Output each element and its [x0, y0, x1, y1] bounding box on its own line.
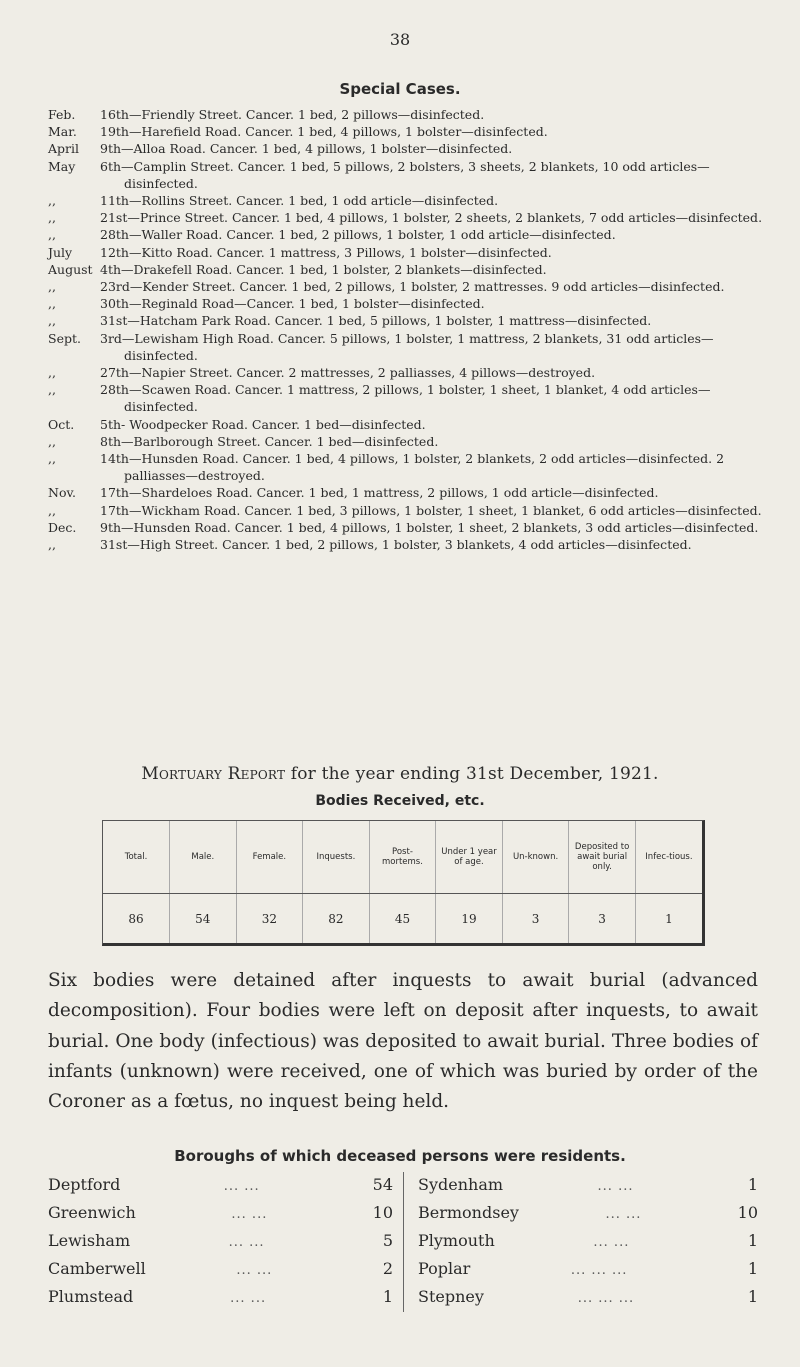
case-month: ,, — [48, 537, 56, 553]
case-text: 14th—Hunsden Road. Cancer. 1 bed, 4 pillows, 1 bolster, 2 blankets, 2 odd articles—disinfected. 2 palliasses—destroyed. — [100, 451, 725, 484]
case-entry — [48, 536, 768, 553]
case-entry — [48, 261, 768, 278]
borough-name: Lewisham — [48, 1231, 131, 1250]
table-row — [103, 894, 702, 944]
borough-name: Deptford — [48, 1175, 121, 1194]
case-text: 28th—Waller Road. Cancer. 1 bed, 2 pillows, 1 bolster, 1 odd article—disinfected. — [100, 227, 616, 243]
boroughs-list — [48, 1172, 758, 1312]
case-entry — [48, 278, 768, 295]
borough-name: Greenwich — [48, 1203, 136, 1222]
case-entry — [48, 158, 768, 192]
case-month: Nov. — [48, 485, 77, 501]
case-month: August — [48, 261, 93, 277]
boroughs-right-column — [404, 1172, 758, 1312]
boroughs-heading: Boroughs of which deceased persons were residents. — [174, 1147, 626, 1165]
column-header-total: Total. — [103, 821, 170, 894]
case-text: 17th—Wickham Road. Cancer. 1 bed, 3 pillows, 1 bolster, 1 sheet, 1 blanket, 6 odd articles—disinfected. — [100, 502, 762, 518]
borough-name: Plumstead — [48, 1287, 134, 1306]
borough-count: 1 — [747, 1231, 758, 1250]
mortuary-title-rest: for the year ending 31st December, 1921. — [285, 764, 659, 784]
column-header-female: Female. — [236, 821, 303, 894]
borough-count: 10 — [372, 1203, 393, 1222]
table-header-row — [103, 821, 702, 894]
case-text: 23rd—Kender Street. Cancer. 1 bed, 2 pillows, 1 bolster, 2 mattresses. 9 odd articles—disinfected. — [100, 279, 725, 295]
list-item — [418, 1200, 758, 1228]
leader-dots: ... ... — [223, 1179, 260, 1194]
case-entry — [48, 502, 768, 519]
case-month: ,, — [48, 382, 56, 398]
cell-unknown: 3 — [502, 894, 569, 944]
case-entry — [48, 364, 768, 381]
borough-count: 10 — [737, 1203, 758, 1222]
case-entry — [48, 312, 768, 329]
case-text: 4th—Drakefell Road. Cancer. 1 bed, 1 bolster, 2 blankets—disinfected. — [100, 261, 547, 277]
column-header-male: Male. — [170, 821, 237, 894]
leader-dots: ... ... — [230, 1291, 267, 1306]
borough-name: Camberwell — [48, 1259, 146, 1278]
bodies-received-table — [102, 820, 705, 946]
case-month: ,, — [48, 227, 56, 243]
list-item — [418, 1172, 758, 1200]
column-header-unknown: Un-known. — [502, 821, 569, 894]
borough-name: Poplar — [418, 1259, 471, 1278]
leader-dots: ... ... — [597, 1179, 634, 1194]
case-text: 19th—Harefield Road. Cancer. 1 bed, 4 pillows, 1 bolster—disinfected. — [100, 124, 548, 140]
borough-count: 2 — [382, 1259, 393, 1278]
list-item — [418, 1284, 758, 1312]
cell-post-mortems: 45 — [369, 894, 436, 944]
case-entry — [48, 330, 768, 364]
case-month: ,, — [48, 193, 56, 209]
borough-count: 54 — [372, 1175, 393, 1194]
cell-deposited: 3 — [569, 894, 636, 944]
case-month: ,, — [48, 365, 56, 381]
leader-dots: ... ... — [231, 1207, 268, 1222]
case-text: 28th—Scawen Road. Cancer. 1 mattress, 2 pillows, 1 bolster, 1 sheet, 1 blanket, 4 odd articles—disinfected. — [100, 382, 711, 415]
special-cases-list — [48, 106, 768, 553]
cell-infectious: 1 — [635, 894, 702, 944]
case-text: 6th—Camplin Street. Cancer. 1 bed, 5 pillows, 2 bolsters, 3 sheets, 2 blankets, 10 odd articles—disinfected. — [100, 158, 710, 191]
case-text: 5th- Woodpecker Road. Cancer. 1 bed—disinfected. — [100, 416, 426, 432]
case-month: Oct. — [48, 416, 75, 432]
cell-male: 54 — [170, 894, 237, 944]
case-text: 8th—Barlborough Street. Cancer. 1 bed—disinfected. — [100, 433, 439, 449]
case-text: 30th—Reginald Road—Cancer. 1 bed, 1 bolster—disinfected. — [100, 296, 485, 312]
column-header-under-1-year: Under 1 year of age. — [436, 821, 503, 894]
case-text: 11th—Rollins Street. Cancer. 1 bed, 1 odd article—disinfected. — [100, 193, 499, 209]
case-entry — [48, 450, 768, 484]
case-text: 17th—Shardeloes Road. Cancer. 1 bed, 1 mattress, 2 pillows, 1 odd article—disinfected. — [100, 485, 659, 501]
leader-dots: ... ... ... — [577, 1291, 635, 1306]
case-text: 31st—Hatcham Park Road. Cancer. 1 bed, 5 pillows, 1 bolster, 1 mattress—disinfected. — [100, 313, 652, 329]
case-text: 9th—Alloa Road. Cancer. 1 bed, 4 pillows, 1 bolster—disinfected. — [100, 141, 513, 157]
borough-count: 1 — [747, 1287, 758, 1306]
borough-count: 5 — [382, 1231, 393, 1250]
case-month: July — [48, 244, 73, 260]
case-entry — [48, 106, 768, 123]
column-header-infectious: Infec-tious. — [635, 821, 702, 894]
column-header-inquests: Inquests. — [303, 821, 370, 894]
cell-total: 86 — [128, 911, 144, 926]
borough-name: Sydenham — [418, 1175, 504, 1194]
case-entry — [48, 295, 768, 312]
page-number: 38 — [389, 30, 411, 49]
leader-dots: ... ... ... — [570, 1263, 628, 1278]
case-text: 9th—Hunsden Road. Cancer. 1 bed, 4 pillows, 1 bolster, 1 sheet, 2 blankets, 3 odd articles—disinfected. — [100, 519, 759, 535]
case-entry — [48, 519, 768, 536]
case-entry — [48, 381, 768, 415]
case-entry — [48, 209, 768, 226]
case-entry — [48, 123, 768, 140]
list-item — [418, 1228, 758, 1256]
case-month: ,, — [48, 279, 56, 295]
case-text: 3rd—Lewisham High Road. Cancer. 5 pillows, 1 bolster, 1 mattress, 2 blankets, 31 odd articles—disinfected. — [100, 330, 714, 363]
mortuary-title-smallcaps: Mortuary Report — [141, 764, 286, 784]
borough-count: 1 — [747, 1175, 758, 1194]
case-month: Feb. — [48, 107, 76, 122]
case-text: 21st—Prince Street. Cancer. 1 bed, 4 pillows, 1 bolster, 2 sheets, 2 blankets, 7 odd articles—disinfected. — [100, 210, 763, 226]
list-item — [48, 1200, 393, 1228]
bodies-received-heading: Bodies Received, etc. — [315, 793, 485, 809]
case-month: ,, — [48, 296, 56, 312]
case-month: ,, — [48, 313, 56, 329]
case-month: Dec. — [48, 519, 77, 535]
mortuary-notes-paragraph: Six bodies were detained after inquests to await burial (advanced decomposition). Four bodies were left on deposit after inquests, to await burial. One body (infectious) was deposited to await burial. Three bodies of infants (unknown) were received, one of which was buried by order of the Coroner as a fœtus, no inquest being held. — [48, 970, 758, 1113]
list-item — [48, 1172, 393, 1200]
list-item — [48, 1228, 393, 1256]
list-item — [418, 1256, 758, 1284]
case-entry — [48, 484, 768, 501]
borough-name: Plymouth — [418, 1231, 495, 1250]
case-text: 16th—Friendly Street. Cancer. 1 bed, 2 pillows—disinfected. — [100, 107, 485, 122]
case-month: ,, — [48, 210, 56, 226]
leader-dots: ... ... — [236, 1263, 273, 1278]
borough-name: Stepney — [418, 1287, 484, 1306]
mortuary-report-title — [0, 764, 800, 784]
borough-name: Bermondsey — [418, 1203, 519, 1222]
case-entry — [48, 226, 768, 243]
borough-count: 1 — [382, 1287, 393, 1306]
case-month: ,, — [48, 502, 56, 518]
leader-dots: ... ... — [593, 1235, 630, 1250]
leader-dots: ... ... — [228, 1235, 265, 1250]
boroughs-left-column — [48, 1172, 404, 1312]
cell-under-1-year: 19 — [436, 894, 503, 944]
list-item — [48, 1256, 393, 1284]
case-entry — [48, 140, 768, 157]
case-entry — [48, 244, 768, 261]
case-text: 27th—Napier Street. Cancer. 2 mattresses, 2 palliasses, 4 pillows—destroyed. — [100, 365, 596, 381]
cell-female: 32 — [236, 894, 303, 944]
case-text: 31st—High Street. Cancer. 1 bed, 2 pillows, 1 bolster, 3 blankets, 4 odd articles—disinfected. — [100, 537, 692, 553]
case-entry — [48, 192, 768, 209]
case-month: ,, — [48, 451, 56, 467]
column-header-deposited: Deposited to await burial only. — [569, 821, 636, 894]
case-month: Mar. — [48, 124, 77, 140]
case-entry — [48, 433, 768, 450]
case-month: April — [48, 141, 79, 157]
case-month: Sept. — [48, 330, 81, 346]
leader-dots: ... ... — [605, 1207, 642, 1222]
list-item — [48, 1284, 393, 1312]
special-cases-heading: Special Cases. — [339, 80, 461, 98]
case-text: 12th—Kitto Road. Cancer. 1 mattress, 3 Pillows, 1 bolster—disinfected. — [100, 244, 552, 260]
case-entry — [48, 416, 768, 433]
cell-inquests: 82 — [303, 894, 370, 944]
column-header-post-mortems: Post-mortems. — [369, 821, 436, 894]
case-month: ,, — [48, 433, 56, 449]
borough-count: 1 — [747, 1259, 758, 1278]
case-month: May — [48, 158, 76, 174]
